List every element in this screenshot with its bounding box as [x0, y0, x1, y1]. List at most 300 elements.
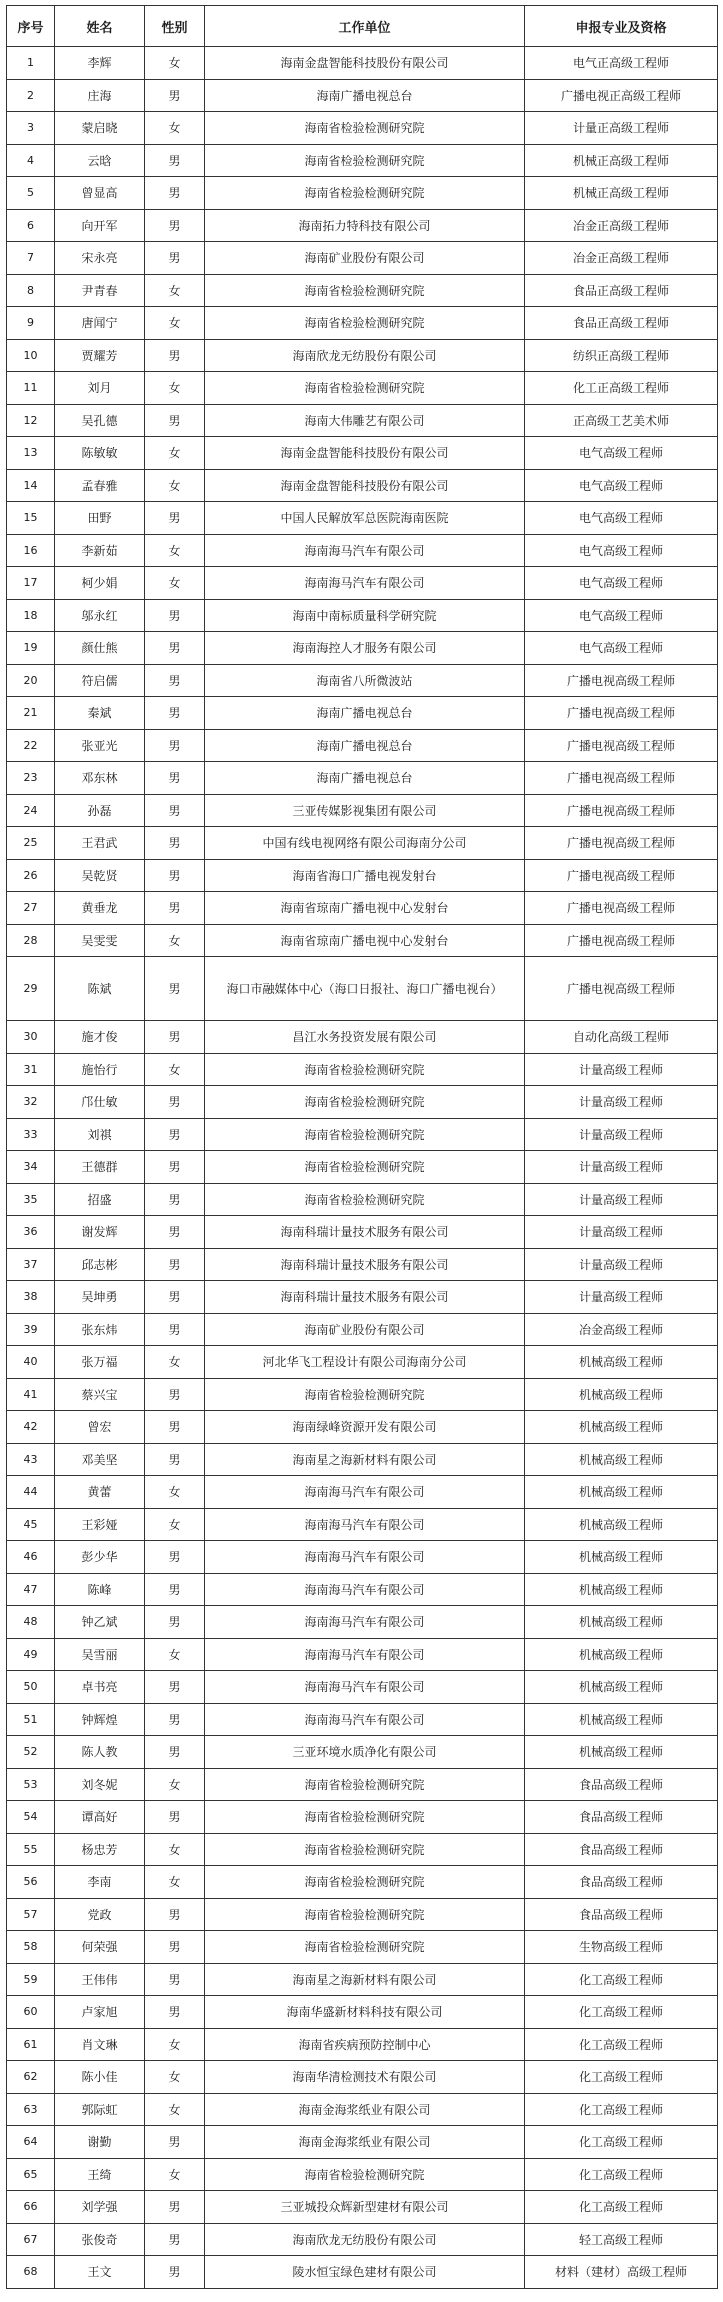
cell-name: 庄海	[55, 79, 145, 112]
cell-name: 吴孔德	[55, 404, 145, 437]
cell-no: 59	[7, 1963, 55, 1996]
cell-qual: 机械高级工程师	[525, 1346, 718, 1379]
cell-name: 邝仕敏	[55, 1086, 145, 1119]
cell-sex: 女	[145, 1768, 205, 1801]
cell-name: 施怡行	[55, 1053, 145, 1086]
cell-qual: 食品高级工程师	[525, 1801, 718, 1834]
cell-qual: 化工高级工程师	[525, 1963, 718, 1996]
cell-no: 13	[7, 437, 55, 470]
cell-name: 何荣强	[55, 1931, 145, 1964]
table-row	[7, 567, 718, 600]
table-body	[7, 47, 718, 2289]
cell-org: 海南广播电视总台	[205, 729, 525, 762]
cell-name: 蔡兴宝	[55, 1378, 145, 1411]
cell-qual: 广播电视高级工程师	[525, 827, 718, 860]
cell-name: 王绮	[55, 2158, 145, 2191]
cell-org: 海南省检验检测研究院	[205, 1931, 525, 1964]
table-row	[7, 2223, 718, 2256]
cell-no: 42	[7, 1411, 55, 1444]
cell-org: 海南省检验检测研究院	[205, 372, 525, 405]
cell-name: 肖文琳	[55, 2028, 145, 2061]
table-row	[7, 1411, 718, 1444]
cell-qual: 电气高级工程师	[525, 599, 718, 632]
cell-org: 三亚城投众辉新型建材有限公司	[205, 2191, 525, 2224]
cell-sex: 女	[145, 2093, 205, 2126]
cell-org: 海南海控人才服务有限公司	[205, 632, 525, 665]
table-row	[7, 534, 718, 567]
cell-no: 46	[7, 1541, 55, 1574]
cell-org: 海南海马汽车有限公司	[205, 534, 525, 567]
table-row	[7, 859, 718, 892]
cell-org: 海南中南标质量科学研究院	[205, 599, 525, 632]
cell-sex: 女	[145, 47, 205, 80]
cell-name: 秦斌	[55, 697, 145, 730]
cell-no: 22	[7, 729, 55, 762]
cell-sex: 男	[145, 1898, 205, 1931]
cell-name: 王文	[55, 2256, 145, 2289]
cell-qual: 广播电视高级工程师	[525, 762, 718, 795]
cell-qual: 材料（建材）高级工程师	[525, 2256, 718, 2289]
table-row	[7, 2061, 718, 2094]
header-row	[7, 6, 718, 47]
cell-qual: 化工正高级工程师	[525, 372, 718, 405]
cell-qual: 食品高级工程师	[525, 1866, 718, 1899]
cell-org: 海南省琼南广播电视中心发射台	[205, 892, 525, 925]
table-row	[7, 957, 718, 1021]
cell-name: 田野	[55, 502, 145, 535]
table-row	[7, 1476, 718, 1509]
cell-org: 海南省检验检测研究院	[205, 1801, 525, 1834]
cell-sex: 男	[145, 1248, 205, 1281]
cell-no: 34	[7, 1151, 55, 1184]
cell-no: 9	[7, 307, 55, 340]
cell-no: 60	[7, 1996, 55, 2029]
cell-name: 陈敏敏	[55, 437, 145, 470]
cell-name: 贾耀芳	[55, 339, 145, 372]
cell-no: 1	[7, 47, 55, 80]
cell-org: 海南海马汽车有限公司	[205, 1638, 525, 1671]
table-row	[7, 2256, 718, 2289]
cell-name: 李南	[55, 1866, 145, 1899]
cell-sex: 男	[145, 827, 205, 860]
cell-sex: 女	[145, 2158, 205, 2191]
cell-no: 39	[7, 1313, 55, 1346]
table-row	[7, 1216, 718, 1249]
cell-qual: 计量高级工程师	[525, 1118, 718, 1151]
table-row	[7, 2126, 718, 2159]
cell-no: 36	[7, 1216, 55, 1249]
cell-qual: 机械高级工程师	[525, 1736, 718, 1769]
cell-org: 海南金海浆纸业有限公司	[205, 2093, 525, 2126]
table-row	[7, 664, 718, 697]
cell-no: 64	[7, 2126, 55, 2159]
cell-name: 陈小佳	[55, 2061, 145, 2094]
cell-org: 海南科瑞计量技术服务有限公司	[205, 1248, 525, 1281]
cell-org: 海南省八所微波站	[205, 664, 525, 697]
cell-no: 17	[7, 567, 55, 600]
cell-org: 海南大伟雕艺有限公司	[205, 404, 525, 437]
cell-qual: 机械正高级工程师	[525, 177, 718, 210]
cell-qual: 机械高级工程师	[525, 1476, 718, 1509]
cell-qual: 轻工高级工程师	[525, 2223, 718, 2256]
cell-org: 海南省检验检测研究院	[205, 1086, 525, 1119]
cell-name: 党政	[55, 1898, 145, 1931]
cell-sex: 男	[145, 144, 205, 177]
cell-no: 54	[7, 1801, 55, 1834]
cell-no: 7	[7, 242, 55, 275]
table-row	[7, 1996, 718, 2029]
cell-no: 20	[7, 664, 55, 697]
cell-no: 45	[7, 1508, 55, 1541]
cell-sex: 男	[145, 632, 205, 665]
cell-qual: 机械高级工程师	[525, 1541, 718, 1574]
table-row	[7, 209, 718, 242]
cell-name: 李辉	[55, 47, 145, 80]
cell-no: 32	[7, 1086, 55, 1119]
cell-qual: 食品正高级工程师	[525, 274, 718, 307]
cell-no: 56	[7, 1866, 55, 1899]
cell-org: 海南省检验检测研究院	[205, 1898, 525, 1931]
table-row	[7, 1833, 718, 1866]
cell-qual: 化工高级工程师	[525, 2126, 718, 2159]
cell-no: 49	[7, 1638, 55, 1671]
cell-sex: 男	[145, 404, 205, 437]
cell-name: 黄蕾	[55, 1476, 145, 1509]
cell-org: 海南星之海新材料有限公司	[205, 1443, 525, 1476]
cell-name: 邬永红	[55, 599, 145, 632]
cell-sex: 女	[145, 1053, 205, 1086]
cell-name: 彭少华	[55, 1541, 145, 1574]
cell-sex: 女	[145, 567, 205, 600]
cell-qual: 广播电视高级工程师	[525, 697, 718, 730]
cell-org: 海南金海浆纸业有限公司	[205, 2126, 525, 2159]
table-row	[7, 1378, 718, 1411]
cell-qual: 纺织正高级工程师	[525, 339, 718, 372]
cell-sex: 男	[145, 1931, 205, 1964]
cell-qual: 机械高级工程师	[525, 1378, 718, 1411]
cell-name: 柯少娟	[55, 567, 145, 600]
cell-qual: 食品高级工程师	[525, 1898, 718, 1931]
cell-sex: 男	[145, 1183, 205, 1216]
cell-no: 57	[7, 1898, 55, 1931]
cell-name: 郭际虹	[55, 2093, 145, 2126]
table-row	[7, 599, 718, 632]
table-row	[7, 1671, 718, 1704]
cell-name: 云晗	[55, 144, 145, 177]
cell-no: 40	[7, 1346, 55, 1379]
cell-qual: 机械高级工程师	[525, 1638, 718, 1671]
cell-org: 海南省检验检测研究院	[205, 1833, 525, 1866]
cell-sex: 女	[145, 534, 205, 567]
cell-org: 海南拓力特科技有限公司	[205, 209, 525, 242]
cell-no: 58	[7, 1931, 55, 1964]
cell-sex: 男	[145, 242, 205, 275]
cell-org: 海南金盘智能科技股份有限公司	[205, 47, 525, 80]
table-row	[7, 112, 718, 145]
cell-name: 李新茹	[55, 534, 145, 567]
cell-org: 海南海马汽车有限公司	[205, 1508, 525, 1541]
cell-qual: 化工高级工程师	[525, 1996, 718, 2029]
cell-no: 15	[7, 502, 55, 535]
cell-no: 10	[7, 339, 55, 372]
cell-sex: 女	[145, 2061, 205, 2094]
cell-qual: 化工高级工程师	[525, 2158, 718, 2191]
cell-no: 21	[7, 697, 55, 730]
cell-name: 符启儒	[55, 664, 145, 697]
cell-sex: 女	[145, 1508, 205, 1541]
cell-qual: 化工高级工程师	[525, 2061, 718, 2094]
cell-no: 41	[7, 1378, 55, 1411]
cell-name: 孟春雅	[55, 469, 145, 502]
cell-qual: 冶金正高级工程师	[525, 242, 718, 275]
table-row	[7, 1313, 718, 1346]
cell-org: 昌江水务投资发展有限公司	[205, 1021, 525, 1054]
table-row	[7, 242, 718, 275]
table-row	[7, 469, 718, 502]
cell-name: 陈斌	[55, 957, 145, 1021]
cell-sex: 男	[145, 1378, 205, 1411]
table-row	[7, 1118, 718, 1151]
cell-name: 刘月	[55, 372, 145, 405]
cell-sex: 女	[145, 1833, 205, 1866]
cell-name: 刘学强	[55, 2191, 145, 2224]
cell-qual: 化工高级工程师	[525, 2093, 718, 2126]
cell-org: 海南海马汽车有限公司	[205, 1476, 525, 1509]
cell-no: 52	[7, 1736, 55, 1769]
table-row	[7, 177, 718, 210]
cell-sex: 男	[145, 1118, 205, 1151]
cell-name: 颜仕熊	[55, 632, 145, 665]
cell-no: 63	[7, 2093, 55, 2126]
cell-sex: 男	[145, 2191, 205, 2224]
cell-org: 海南矿业股份有限公司	[205, 1313, 525, 1346]
cell-org: 海南欣龙无纺股份有限公司	[205, 2223, 525, 2256]
cell-no: 27	[7, 892, 55, 925]
cell-sex: 男	[145, 1281, 205, 1314]
cell-name: 尹青春	[55, 274, 145, 307]
cell-no: 16	[7, 534, 55, 567]
cell-no: 18	[7, 599, 55, 632]
cell-qual: 机械高级工程师	[525, 1671, 718, 1704]
header-qual: 申报专业及资格	[525, 6, 718, 47]
table-row	[7, 1963, 718, 1996]
cell-name: 黄垂龙	[55, 892, 145, 925]
cell-sex: 男	[145, 762, 205, 795]
cell-qual: 广播电视高级工程师	[525, 859, 718, 892]
cell-no: 68	[7, 2256, 55, 2289]
cell-org: 海南省检验检测研究院	[205, 1183, 525, 1216]
cell-sex: 男	[145, 599, 205, 632]
cell-qual: 广播电视高级工程师	[525, 957, 718, 1021]
cell-qual: 计量高级工程师	[525, 1053, 718, 1086]
header-name: 姓名	[55, 6, 145, 47]
table-row	[7, 1573, 718, 1606]
cell-qual: 电气高级工程师	[525, 469, 718, 502]
cell-no: 4	[7, 144, 55, 177]
cell-name: 陈峰	[55, 1573, 145, 1606]
cell-org: 海南省检验检测研究院	[205, 1866, 525, 1899]
cell-name: 谭高好	[55, 1801, 145, 1834]
table-row	[7, 1703, 718, 1736]
table-row	[7, 2028, 718, 2061]
cell-qual: 冶金高级工程师	[525, 1313, 718, 1346]
cell-sex: 男	[145, 502, 205, 535]
table-row	[7, 1931, 718, 1964]
cell-no: 31	[7, 1053, 55, 1086]
cell-sex: 男	[145, 1411, 205, 1444]
cell-org: 海南省检验检测研究院	[205, 1053, 525, 1086]
cell-name: 吴乾贤	[55, 859, 145, 892]
cell-qual: 广播电视高级工程师	[525, 794, 718, 827]
cell-no: 51	[7, 1703, 55, 1736]
cell-name: 张万福	[55, 1346, 145, 1379]
cell-org: 海口市融媒体中心（海口日报社、海口广播电视台）	[205, 957, 525, 1021]
cell-no: 53	[7, 1768, 55, 1801]
cell-sex: 女	[145, 924, 205, 957]
table-row	[7, 144, 718, 177]
cell-org: 海南海马汽车有限公司	[205, 1671, 525, 1704]
table-row	[7, 1801, 718, 1834]
cell-qual: 广播电视高级工程师	[525, 664, 718, 697]
cell-org: 海南华盛新材料科技有限公司	[205, 1996, 525, 2029]
cell-sex: 男	[145, 177, 205, 210]
cell-org: 海南省疾病预防控制中心	[205, 2028, 525, 2061]
table-row	[7, 1606, 718, 1639]
cell-org: 海南海马汽车有限公司	[205, 1606, 525, 1639]
cell-no: 11	[7, 372, 55, 405]
cell-sex: 男	[145, 209, 205, 242]
table-row	[7, 1898, 718, 1931]
table-row	[7, 79, 718, 112]
cell-qual: 机械高级工程师	[525, 1508, 718, 1541]
cell-no: 5	[7, 177, 55, 210]
cell-name: 向开军	[55, 209, 145, 242]
cell-no: 37	[7, 1248, 55, 1281]
cell-name: 邱志彬	[55, 1248, 145, 1281]
cell-name: 曾显高	[55, 177, 145, 210]
cell-sex: 女	[145, 2028, 205, 2061]
cell-qual: 电气高级工程师	[525, 534, 718, 567]
cell-org: 海南海马汽车有限公司	[205, 1703, 525, 1736]
header-org: 工作单位	[205, 6, 525, 47]
cell-qual: 自动化高级工程师	[525, 1021, 718, 1054]
cell-sex: 男	[145, 1151, 205, 1184]
cell-no: 50	[7, 1671, 55, 1704]
cell-qual: 广播电视高级工程师	[525, 892, 718, 925]
cell-no: 62	[7, 2061, 55, 2094]
cell-org: 河北华飞工程设计有限公司海南分公司	[205, 1346, 525, 1379]
cell-qual: 机械高级工程师	[525, 1606, 718, 1639]
cell-org: 海南欣龙无纺股份有限公司	[205, 339, 525, 372]
cell-name: 张俊奇	[55, 2223, 145, 2256]
table-row	[7, 1768, 718, 1801]
cell-sex: 男	[145, 79, 205, 112]
cell-sex: 男	[145, 859, 205, 892]
cell-org: 海南广播电视总台	[205, 762, 525, 795]
table-row	[7, 729, 718, 762]
cell-name: 唐闻宁	[55, 307, 145, 340]
cell-org: 海南省检验检测研究院	[205, 1151, 525, 1184]
cell-org: 海南绿峰资源开发有限公司	[205, 1411, 525, 1444]
table-row	[7, 2093, 718, 2126]
cell-name: 张东炜	[55, 1313, 145, 1346]
cell-name: 王君武	[55, 827, 145, 860]
cell-org: 三亚传媒影视集团有限公司	[205, 794, 525, 827]
cell-sex: 女	[145, 274, 205, 307]
cell-name: 吴雯雯	[55, 924, 145, 957]
table-row	[7, 1281, 718, 1314]
cell-sex: 男	[145, 794, 205, 827]
cell-qual: 食品高级工程师	[525, 1833, 718, 1866]
cell-qual: 食品高级工程师	[525, 1768, 718, 1801]
cell-sex: 女	[145, 469, 205, 502]
cell-no: 35	[7, 1183, 55, 1216]
cell-name: 吴坤勇	[55, 1281, 145, 1314]
cell-qual: 机械高级工程师	[525, 1443, 718, 1476]
table-row	[7, 1053, 718, 1086]
table-row	[7, 794, 718, 827]
cell-no: 43	[7, 1443, 55, 1476]
cell-no: 61	[7, 2028, 55, 2061]
cell-qual: 电气高级工程师	[525, 632, 718, 665]
cell-sex: 男	[145, 1541, 205, 1574]
cell-org: 海南海马汽车有限公司	[205, 567, 525, 600]
table-row	[7, 1638, 718, 1671]
cell-org: 海南省检验检测研究院	[205, 1118, 525, 1151]
cell-org: 海南省检验检测研究院	[205, 144, 525, 177]
table-row	[7, 1151, 718, 1184]
cell-sex: 男	[145, 1216, 205, 1249]
header-no: 序号	[7, 6, 55, 47]
header-sex: 性别	[145, 6, 205, 47]
cell-org: 海南省检验检测研究院	[205, 307, 525, 340]
cell-qual: 化工高级工程师	[525, 2191, 718, 2224]
cell-org: 海南广播电视总台	[205, 79, 525, 112]
cell-qual: 计量高级工程师	[525, 1086, 718, 1119]
cell-name: 王伟伟	[55, 1963, 145, 1996]
cell-org: 海南省海口广播电视发射台	[205, 859, 525, 892]
cell-qual: 生物高级工程师	[525, 1931, 718, 1964]
cell-name: 蒙启晓	[55, 112, 145, 145]
cell-name: 张亚光	[55, 729, 145, 762]
cell-qual: 机械正高级工程师	[525, 144, 718, 177]
cell-no: 2	[7, 79, 55, 112]
cell-sex: 男	[145, 1573, 205, 1606]
cell-qual: 电气高级工程师	[525, 437, 718, 470]
cell-qual: 电气正高级工程师	[525, 47, 718, 80]
cell-org: 海南省琼南广播电视中心发射台	[205, 924, 525, 957]
cell-org: 海南广播电视总台	[205, 697, 525, 730]
cell-org: 海南省检验检测研究院	[205, 112, 525, 145]
cell-org: 三亚环境水质净化有限公司	[205, 1736, 525, 1769]
cell-name: 杨忠芳	[55, 1833, 145, 1866]
cell-sex: 男	[145, 1671, 205, 1704]
cell-name: 卓书亮	[55, 1671, 145, 1704]
cell-org: 海南金盘智能科技股份有限公司	[205, 469, 525, 502]
cell-no: 38	[7, 1281, 55, 1314]
cell-name: 孙磊	[55, 794, 145, 827]
cell-org: 海南海马汽车有限公司	[205, 1573, 525, 1606]
cell-org: 中国人民解放军总医院海南医院	[205, 502, 525, 535]
cell-org: 海南矿业股份有限公司	[205, 242, 525, 275]
cell-org: 海南省检验检测研究院	[205, 1378, 525, 1411]
cell-sex: 男	[145, 1703, 205, 1736]
table-row	[7, 1508, 718, 1541]
table-row	[7, 1443, 718, 1476]
cell-sex: 男	[145, 1801, 205, 1834]
cell-no: 48	[7, 1606, 55, 1639]
cell-qual: 广播电视正高级工程师	[525, 79, 718, 112]
